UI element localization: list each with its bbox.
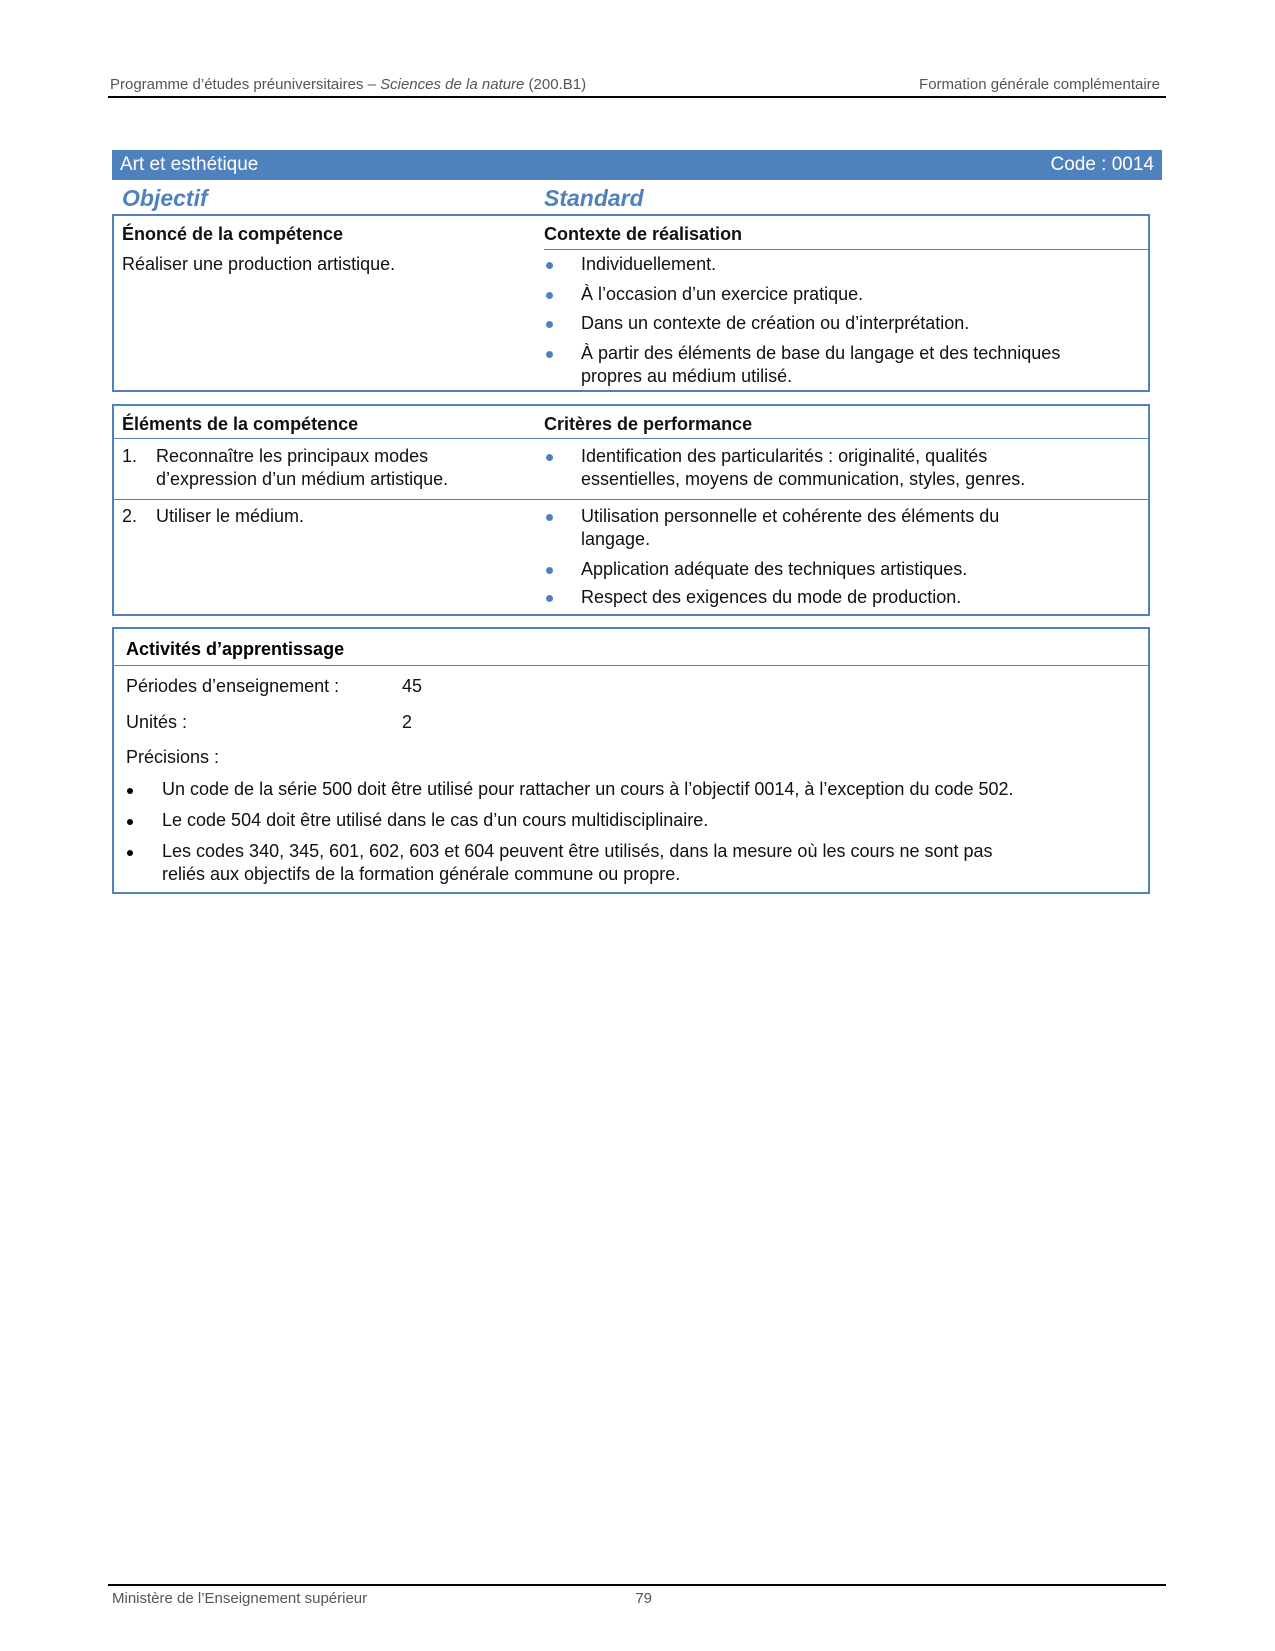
footer-rule [108, 1584, 1166, 1586]
competence-box [112, 214, 1150, 392]
precisions-label: Précisions : [126, 747, 220, 767]
objective-code: Code : 0014 [1050, 154, 1154, 175]
contexte-rule [544, 249, 1148, 250]
elements-header-rule [114, 438, 1148, 439]
objectif-label: Objectif [122, 185, 208, 211]
precision-item: Un code de la série 500 doit être utilisé pour rattacher un cours à l’objectif 0014, à l’exception du code 502. [162, 779, 1014, 799]
elements-box [112, 404, 1150, 616]
criterion-text: Identification des particularités : originalité, qualités [581, 446, 988, 466]
element-text: Reconnaître les principaux modes [156, 446, 429, 466]
contexte-heading: Contexte de réalisation [544, 224, 743, 244]
criterion-text: essentielles, moyens de communication, styles, genres. [581, 469, 1026, 489]
header-section: Formation générale complémentaire [919, 76, 1160, 93]
bullet-icon [546, 351, 553, 358]
bullet-icon [546, 514, 553, 521]
unites-value: 2 [402, 712, 413, 732]
contexte-item: Dans un contexte de création ou d’interprétation. [581, 313, 970, 333]
activities-heading: Activités d’apprentissage [126, 639, 345, 659]
criteres-heading: Critères de performance [544, 414, 753, 434]
objective-title-bar [112, 150, 1162, 180]
criterion-text: Application adéquate des techniques artistiques. [581, 559, 968, 579]
objective-title: Art et esthétique [120, 154, 259, 175]
criterion-text: Utilisation personnelle et cohérente des éléments du [581, 506, 1000, 526]
precision-item-continued: reliés aux objectifs de la formation générale commune ou propre. [162, 864, 681, 884]
program-title: Programme d’études préuniversitaires – Sciences de la nature (200.B1) [110, 76, 587, 93]
page-footer [112, 1590, 652, 1607]
footer-ministry: Ministère de l’Enseignement supérieur [112, 1590, 368, 1607]
unites-label: Unités : [126, 712, 188, 732]
criterion-text: langage. [581, 529, 651, 549]
page-header [110, 76, 1160, 93]
bullet-icon [546, 321, 553, 328]
periodes-label: Périodes d’enseignement : [126, 676, 340, 696]
activities-header-rule [114, 665, 1148, 666]
element-number: 2. [122, 506, 138, 526]
bullet-icon [546, 262, 553, 269]
contexte-item: Individuellement. [581, 254, 717, 274]
bullet-icon [546, 292, 553, 299]
bullet-icon [127, 819, 133, 825]
bullet-icon [546, 595, 553, 602]
bullet-icon [546, 567, 553, 574]
element-number: 1. [122, 446, 138, 466]
enonce-heading: Énoncé de la compétence [122, 224, 344, 244]
element-text: Utiliser le médium. [156, 506, 305, 526]
bullet-icon [546, 454, 553, 461]
header-rule [108, 96, 1166, 98]
element-text: d’expression d’un médium artistique. [156, 469, 449, 489]
page-number: 79 [635, 1590, 652, 1607]
precision-item: Les codes 340, 345, 601, 602, 603 et 604 peuvent être utilisés, dans la mesure où les cours ne sont pas [162, 841, 993, 861]
contexte-item: À l’occasion d’un exercice pratique. [581, 284, 864, 304]
standard-label: Standard [544, 185, 644, 211]
criterion-text: Respect des exigences du mode de production. [581, 587, 962, 607]
bullet-icon [127, 788, 133, 794]
periodes-value: 45 [402, 676, 423, 696]
contexte-item: À partir des éléments de base du langage et des techniques [581, 343, 1061, 363]
row-rule [114, 499, 1148, 500]
contexte-item-continued: propres au médium utilisé. [581, 366, 793, 386]
elements-heading: Éléments de la compétence [122, 414, 359, 434]
precision-item: Le code 504 doit être utilisé dans le cas d’un cours multidisciplinaire. [162, 810, 709, 830]
activities-box [112, 627, 1150, 894]
bullet-icon [127, 850, 133, 856]
enonce-text: Réaliser une production artistique. [122, 254, 396, 274]
